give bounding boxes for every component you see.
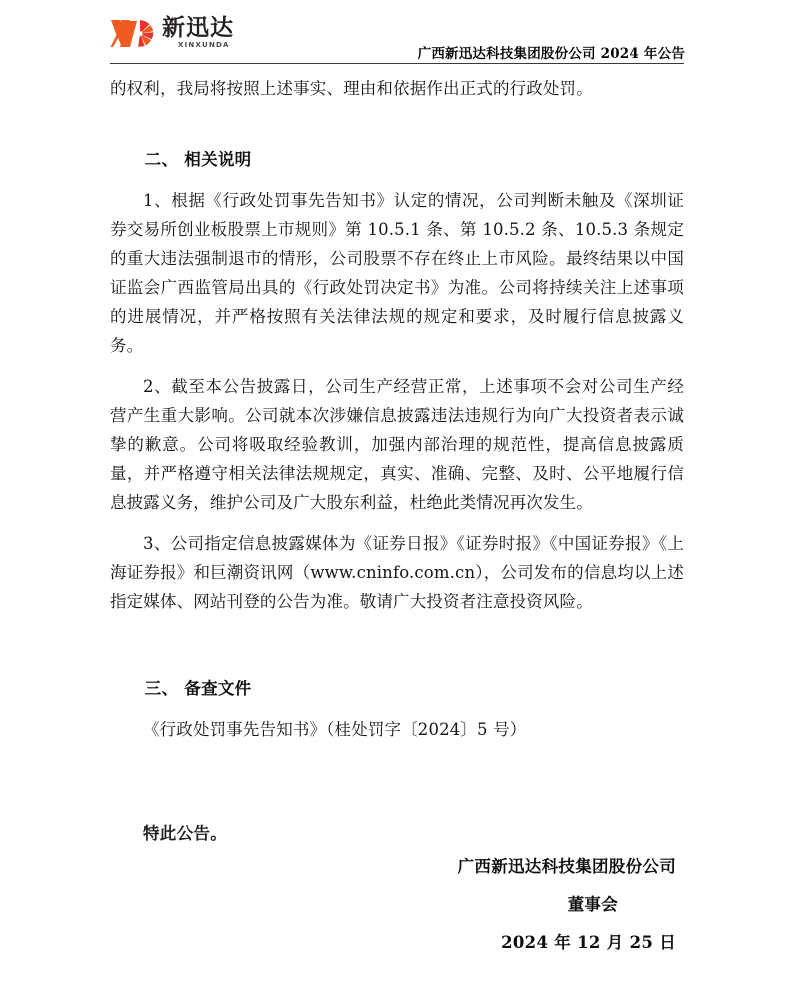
header-title: 广西新迅达科技集团股份公司 2024 年公告 xyxy=(417,46,685,62)
signature-company: 广西新迅达科技集团股份公司 xyxy=(457,857,676,876)
spacer xyxy=(110,703,684,715)
header-divider xyxy=(110,63,684,64)
spacer xyxy=(110,174,684,186)
spacer xyxy=(110,360,684,372)
signature-block xyxy=(110,848,684,962)
logo-pinyin: XINXUNDA xyxy=(178,41,230,50)
spacer xyxy=(110,744,684,802)
company-logo xyxy=(110,16,234,50)
section-two-paragraph-2: 2、截至本公告披露日，公司生产经营正常，上述事项不会对公司生产经营产生重大影响。公司就本次涉嫌信息披露违法违规行为向广大投资者表示诚挚的歉意。公司将吸取经验教训，加强内部治理的规范性，提高信息披露质量，并严格遵守相关法律法规规定，真实、准确、完整、及时、公平地履行信息披露义务，维护公司及广大股东利益，杜绝此类情况再次发生。 xyxy=(110,377,684,512)
page-header xyxy=(110,14,685,64)
spacer xyxy=(110,103,684,145)
reference-document-1: 《行政处罚事先告知书》（桂处罚字〔2024〕5 号） xyxy=(143,720,527,739)
spacer xyxy=(110,616,684,674)
spacer xyxy=(110,517,684,529)
document-content xyxy=(110,74,684,864)
signature-body: 董事会 xyxy=(567,895,618,914)
section-two-paragraph-1: 1、根据《行政处罚事先告知书》认定的情况，公司判断未触及《深圳证券交易所创业板股票上市规则》第 10.5.1 条、第 10.5.2 条、10.5.3 条规定的重大违法强制退市的情形，公司股票不存在终止上市风险。最终结果以中国证监会广西监管局出具的《行政处罚决定书》为准。公司将持续关注上述事项的进展情况，并严格按照有关法律法规的规定和要求，及时履行信息披露义务。 xyxy=(110,191,684,355)
section-two-paragraph-3: 3、公司指定信息披露媒体为《证券日报》《证券时报》《中国证券报》《上海证券报》和巨潮资讯网（www.cninfo.com.cn），公司发布的信息均以上述指定媒体、网站刊登的公告为准。敬请广大投资者注意投资风险。 xyxy=(110,534,684,611)
continued-paragraph: 的权利，我局将按照上述事实、理由和依据作出正式的行政处罚。 xyxy=(110,79,593,98)
closing-notice: 特此公告。 xyxy=(143,823,227,843)
logo-wordmark xyxy=(162,16,234,50)
xinxunda-logo-mark-icon xyxy=(110,17,156,50)
signature-date: 2024 年 12 月 25 日 xyxy=(501,933,676,952)
section-heading-three: 三、 备查文件 xyxy=(144,679,252,698)
logo-chinese-name: 新迅达 xyxy=(162,15,234,41)
section-heading-two: 二、 相关说明 xyxy=(144,150,252,169)
